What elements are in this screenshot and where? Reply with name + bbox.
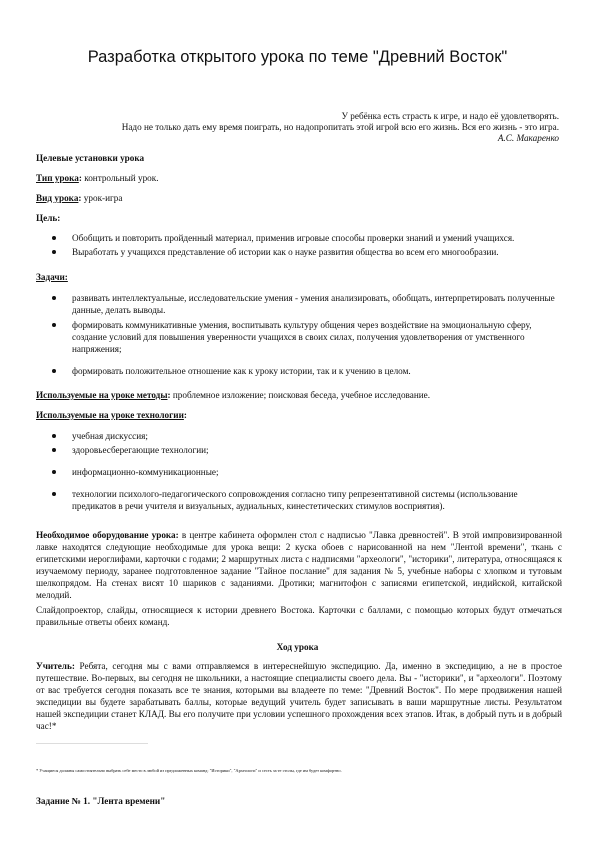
goals-heading: Целевые установки урока [36, 153, 145, 163]
tasks-list [36, 292, 562, 377]
lesson-type-value: контрольный урок. [81, 173, 159, 183]
tasks-heading: Задачи: [36, 272, 68, 282]
footnote: * Учащиеся должны самостоятельно выбрать себе место в любой из предложенных команд: "Историки", "Археологи" и сесть за те столы, где им будет комфортно. [36, 768, 342, 773]
lesson-kind-label: Вид урока [36, 193, 79, 203]
epigraph-author: А.С. Макаренко [497, 133, 559, 144]
list-item: формировать положительное отношение как к уроку истории, так и к учению в целом. [36, 365, 562, 377]
methods-colon: : [167, 390, 171, 400]
list-item: Обобщить и повторить пройденный материал, применив игровые способы проверки знаний и умений учащихся. [36, 232, 562, 244]
methods-value: проблемное изложение; поисковая беседа, учебное исследование. [170, 390, 431, 400]
teacher-paragraph [36, 660, 562, 732]
task-1-heading: Задание № 1. "Лента времени" [36, 796, 166, 806]
equipment-paragraph [36, 529, 562, 601]
technologies-heading [36, 409, 562, 421]
list-item: Выработать у учащихся представление об истории как о науке развития общества во всем его многообразии. [36, 246, 562, 258]
slides-paragraph: Слайдопроектор, слайды, относящиеся к истории древнего Востока. Карточки с баллами, с помощью которых будут отмечаться правильные ответы обеих команд. [36, 605, 562, 627]
list-item: здоровьесберегающие технологии; [36, 444, 562, 456]
lesson-kind [36, 192, 562, 204]
equipment-text: в центре кабинета оформлен стол с надписью "Лавка древностей". В этой импровизированной лавке находятся следующие необходимые для урока вещи: 2 куска обоев с нарисованной на нем "Лентой времени", ткань с египетскими иероглифами, карточки с годами; 2 маршрутных листа с надписями "археологи", "историки", литература, относящаяся к изучаемому периоду, заранее подготовленное задание "Тайное послание" для задания № 5, учебные наборы с хлопком и тутовым шелкопрядом. На стенах висят 10 шариков с заданиями. Дротики; магнитофон с записями египетской, индийской, китайской мелодий. [36, 530, 562, 600]
teacher-label: Учитель: [36, 661, 75, 671]
lesson-progress-heading: Ход урока [276, 642, 319, 652]
lesson-kind-value: урок-игра [81, 193, 123, 203]
list-item: информационно-коммуникационные; [36, 466, 562, 478]
technologies-colon: : [183, 410, 187, 420]
technologies-label: Используемые на уроке технологии [36, 410, 184, 420]
lesson-type-label: Тип урока [36, 173, 79, 183]
teacher-text: Ребята, сегодня мы с вами отправляемся в интереснейшую экспедицию. Да, именно в экспедицию, а не в простое путешествие. Во-первых, вы сегодня не школьники, а настоящие специалисты своего дела. Вы - "историки", и "археологи". Поэтому от вас требуется сегодня показать все те знания, которыми вы владеете по теме: "Древний Восток". По мере продвижения нашей экспедиции вы будете зарабатывать баллы, которые ведущий учитель будет записывать в ваши маршрутные листы. Результатом нашей экспедиции станет КЛАД. Вы его получите при условии успешного прохождения всех этапов. Итак, в добрый путь и в добрый час!* [36, 661, 562, 731]
list-item: учебная дискуссия; [36, 430, 562, 442]
list-item: развивать интеллектуальные, исследовательские умения - умения анализировать, обобщать, интерпретировать полученные данные, делать выводы. [36, 292, 562, 316]
methods [36, 389, 562, 401]
lesson-kind-colon: : [78, 193, 82, 203]
list-item: технологии психолого-педагогического сопровождения согласно типу репрезентативной системы (использование предикатов в речи учителя и визуальных, аудиальных, кинестетических стимулов восприятия). [36, 488, 562, 512]
lesson-type [36, 172, 562, 184]
epigraph [39, 111, 559, 145]
goal-list [36, 232, 562, 258]
technologies-list [36, 430, 562, 512]
page-title: Разработка открытого урока по теме "Древний Восток" [87, 48, 508, 66]
equipment-label: Необходимое оборудование урока: [36, 530, 179, 540]
methods-label: Используемые на уроке методы [36, 390, 168, 400]
list-item: формировать коммуникативные умения, воспитывать культуру общения через воздействие на эмоциональную сферу, создание условий для повышения уверенности учащихся в своих силах, получения удовлетворения от умственного напряжения; [36, 319, 562, 355]
footnote-divider [36, 743, 148, 744]
epigraph-line-2: Надо не только дать ему время поиграть, но надопропитать этой игрой всю его жизнь. Вся его жизнь - это игра. [121, 122, 559, 133]
goal-heading: Цель: [36, 213, 61, 223]
epigraph-line-1: У ребёнка есть страсть к игре, и надо её удовлетворять. [341, 111, 559, 121]
lesson-type-colon: : [78, 173, 82, 183]
